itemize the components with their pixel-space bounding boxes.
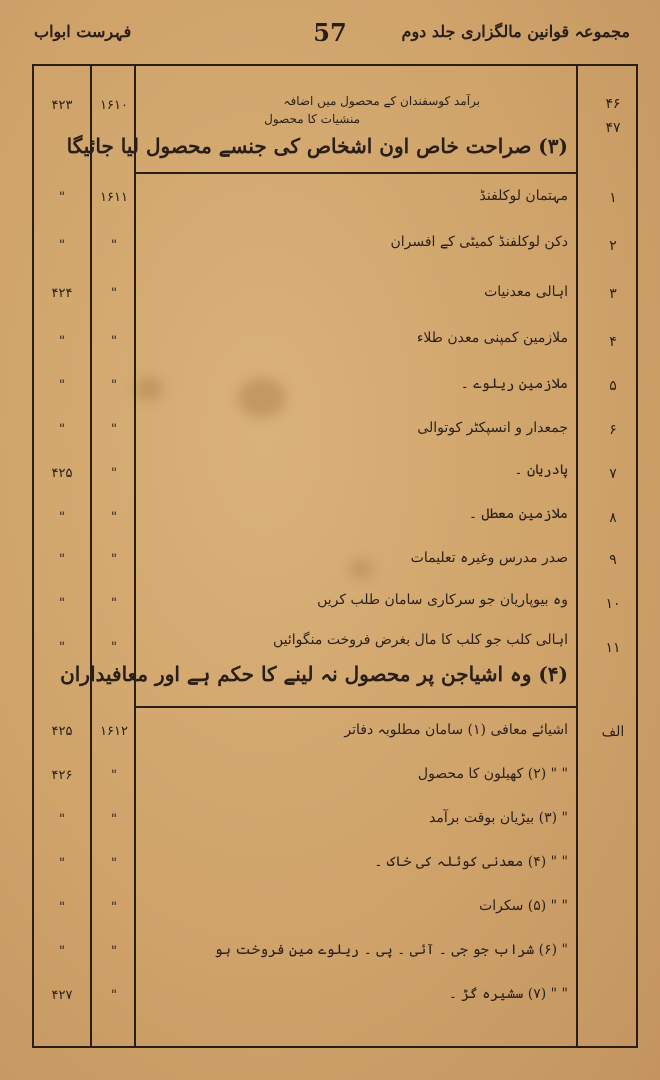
page-ref: " [111,640,117,655]
entry-number: ۳ [609,286,617,302]
page-ref: " [111,286,117,301]
entry-number: ۷ [609,466,617,482]
entry-text: جمعدار و انسپکٹر کوتوالی [417,420,568,436]
page-ref: " [111,596,117,611]
page-ref: " [111,944,117,959]
entry-text: پادریان ۔ [514,462,568,478]
entry-text: ملازمین ریلوے ۔ [460,376,568,392]
page-ref: " [111,552,117,567]
section-title: (۳) صراحت خاص اون اشخاص کی جنسے محصول لیا جائیگا [66,134,568,158]
entry-number: ۴ [609,334,617,350]
entry-text: ملازمین کمپنی معدن طلاء [416,330,568,346]
page-ref: " [111,466,117,481]
page-ref: " [111,238,117,253]
entry-number: الف [601,724,625,740]
page-number: 57 [313,18,347,47]
page-ref: " [59,944,65,959]
page-ref: " [59,334,65,349]
entry-number: ۵ [609,378,617,394]
page-ref: ۴۲۴ [51,286,73,301]
page-ref: ۴۲۵ [51,466,73,481]
section-divider [134,172,576,174]
page-ref: " [59,552,65,567]
page-ref: " [59,856,65,871]
page-ref: " [111,378,117,393]
section-divider [134,706,576,708]
header-section-title: فہرست ابواب [34,22,132,41]
entry-number: ۶ [609,422,617,438]
section-title: (۴) وہ اشیاجن پر محصول نہ لینے کا حکم ہے اور معافیداران [60,662,568,686]
entry-text: اہالی کلب جو کلب کا مال بغرض فروخت منگوائیں [273,632,568,648]
entry-number: ۲ [609,238,617,254]
entry-text: " " (۴) معدنی کوئلہ کی خاک ۔ [374,854,568,870]
entry-text: اشیائے معافی (۱) سامان مطلوبہ دفاتر [344,722,568,738]
page-ref: " [111,510,117,525]
page-ref: ۱۶۱۱ [100,190,128,205]
column-divider [90,64,92,1048]
entry-text: " (۳) بیڑیان بوقت برآمد [429,810,568,826]
column-divider [134,64,136,1048]
entry-number: ۹ [609,552,617,568]
entry-number: ۱ [609,190,617,206]
page-ref: " [59,900,65,915]
entry-text: دکن لوکلفنڈ کمیٹی کے افسران [390,234,568,250]
entry-text: ملازمین معطل ۔ [468,506,568,522]
section-number: ۴۶ [605,96,621,112]
page-ref: " [111,334,117,349]
header-book-title: مجموعہ قوانین مالگزاری جلد دوم [401,22,630,41]
page-ref: ۴۲۷ [51,988,73,1003]
entry-text: صدر مدرس وغیرہ تعلیمات [410,550,568,566]
page-ref: ۱۶۱۲ [100,724,128,739]
entry-number: ۱۰ [605,596,621,612]
entry-text: " (۶) شراب جو جی ۔ آئی ۔ پی ۔ ریلوے مین فروخت ہو [214,942,568,958]
page-ref: ۴۲۶ [51,768,73,783]
section-number: ۴۷ [605,120,621,136]
entry-text: وہ بیوپاریان جو سرکاری سامان طلب کریں [317,592,568,608]
page-ref: " [111,856,117,871]
page-ref: " [59,812,65,827]
page-ref: " [59,422,65,437]
entry-number: ۱۱ [605,640,621,656]
page-ref: " [111,812,117,827]
entry-text: " " (۵) سکرات [479,898,568,914]
page-ref: " [59,640,65,655]
page-ref: " [111,988,117,1003]
page-ref: " [111,900,117,915]
page-ref: " [59,238,65,253]
page-ref: " [111,422,117,437]
entry-text: مہتمان لوکلفنڈ [479,188,568,204]
entry-number: ۸ [609,510,617,526]
page-ref: ۱۶۱۰ [100,98,128,113]
page-ref: ۴۲۳ [51,98,73,113]
section-subline: منشیات کا محصول [264,112,360,126]
page-ref: " [59,510,65,525]
page-ref: ۴۲۵ [51,724,73,739]
column-divider [576,64,578,1048]
section-subline: برآمد کوسفندان کے محصول میں اضافہ [283,94,480,108]
entry-text: " " (۲) کھیلون کا محصول [417,766,568,782]
entry-text: " " (۷) سشیرہ گڑ ۔ [448,986,568,1002]
page-ref: " [111,768,117,783]
page-ref: " [59,378,65,393]
entry-text: اہالی معدنیات [484,284,568,300]
page-ref: " [59,596,65,611]
page-ref: " [59,190,65,205]
